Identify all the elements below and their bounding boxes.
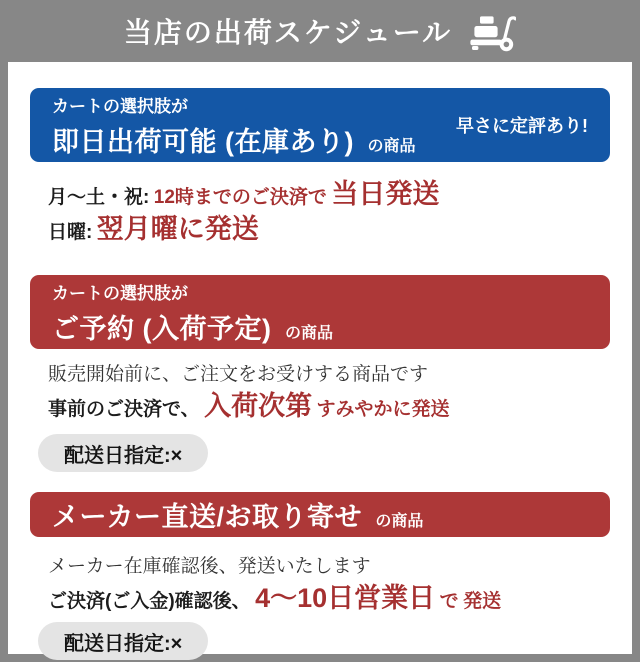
schedule-label: 事前のご決済で、 xyxy=(48,399,200,420)
banner-title: 即日出荷可能 (在庫あり) xyxy=(52,126,354,157)
banner-title-row xyxy=(52,120,415,159)
banner-top-label: カートの選択肢が xyxy=(52,283,188,303)
banner-suffix: の商品 xyxy=(375,513,424,530)
content-panel xyxy=(8,62,632,654)
schedule-label: 月〜土・祝: xyxy=(48,187,150,208)
info-maker-direct xyxy=(48,552,610,618)
info-same-day-shipping xyxy=(48,179,610,249)
schedule-condition: 12時までのご決済で xyxy=(153,187,327,208)
page-title: 当店の出荷スケジュール xyxy=(123,17,453,48)
delivery-date-badge xyxy=(38,622,208,660)
schedule-label: ご決済(ご入金)確認後、 xyxy=(48,591,251,612)
banner-title-row xyxy=(52,307,333,346)
header xyxy=(0,0,640,62)
banner-maker-direct xyxy=(30,492,610,537)
schedule-highlight: 当日発送 xyxy=(331,179,440,209)
schedule-description: メーカー在庫確認後、発送いたします xyxy=(48,556,371,577)
info-pre-order xyxy=(48,360,610,426)
info-line xyxy=(48,583,610,618)
banner-pre-order xyxy=(30,275,610,349)
schedule-highlight: 4〜10日営業日 xyxy=(255,583,436,613)
schedule-highlight: 翌月曜に発送 xyxy=(96,214,259,244)
banner-text-block xyxy=(52,92,415,159)
schedule-description: 販売開始前に、ご注文をお受けする商品です xyxy=(48,364,429,385)
banner-top-label: カートの選択肢が xyxy=(52,96,188,116)
banner-side-note: 早さに定評あり! xyxy=(456,116,588,136)
info-line xyxy=(48,391,610,426)
schedule-condition: 発送 xyxy=(463,591,502,612)
banner-text-block xyxy=(52,279,333,346)
delivery-date-badge-label: 配送日指定:× xyxy=(64,632,183,655)
banner-suffix: の商品 xyxy=(284,324,333,342)
banner-same-day-shipping xyxy=(30,88,610,162)
banner-title: ご予約 (入荷予定) xyxy=(52,313,272,344)
banner-title-row xyxy=(52,495,423,534)
info-line xyxy=(48,214,610,249)
schedule-condition: すみやかに発送 xyxy=(316,399,450,420)
delivery-date-badge-label: 配送日指定:× xyxy=(64,444,183,467)
info-line xyxy=(48,179,610,214)
banner-title: メーカー直送/お取り寄せ xyxy=(52,502,362,532)
banner-suffix: の商品 xyxy=(367,137,416,155)
schedule-label: 日曜: xyxy=(48,222,93,243)
delivery-date-badge xyxy=(38,434,208,472)
schedule-highlight: 入荷次第 xyxy=(204,391,313,421)
schedule-condition: で xyxy=(439,591,459,612)
info-line xyxy=(48,552,610,583)
trolley-icon xyxy=(468,15,516,53)
info-line xyxy=(48,360,610,391)
